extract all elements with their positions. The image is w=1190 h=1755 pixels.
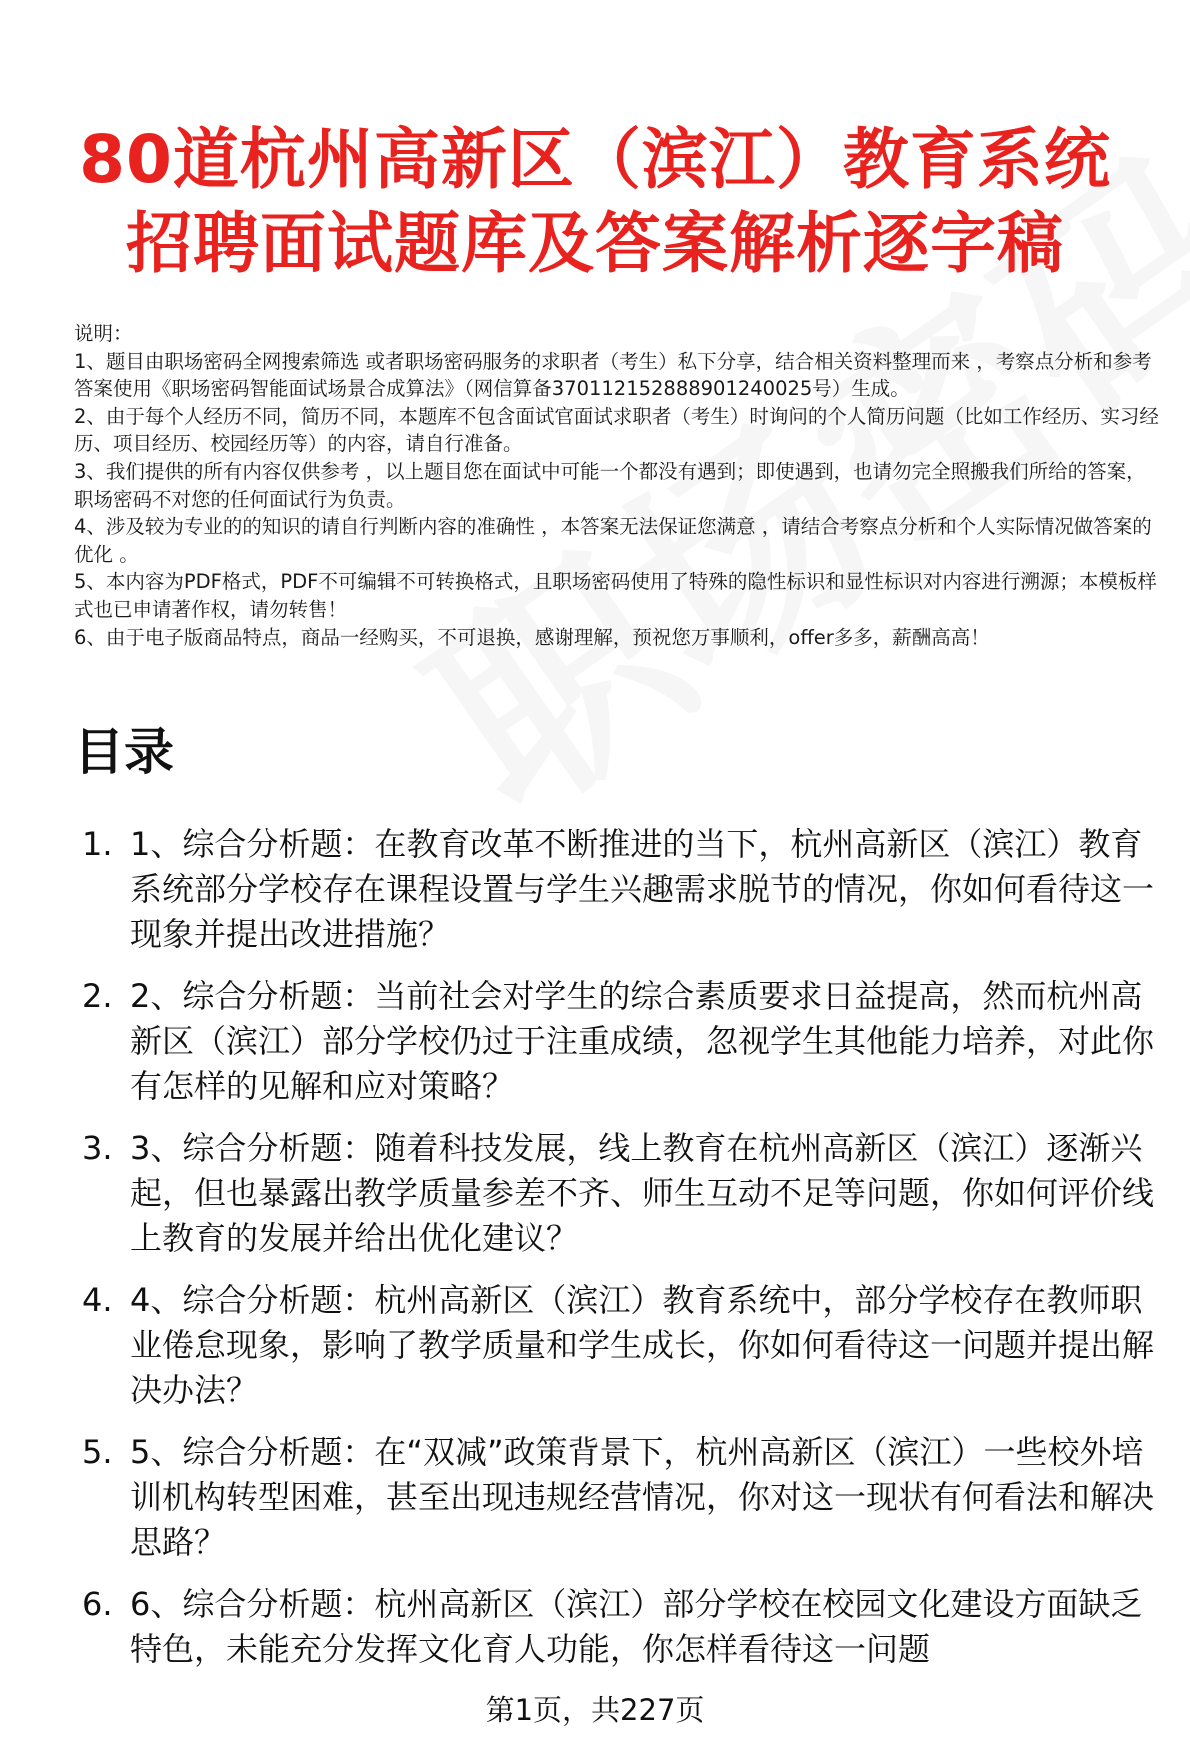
title-line-1: 80道杭州高新区（滨江）教育系统 [79,121,1111,198]
notes-section [74,320,1164,651]
toc-item-text: 6、综合分析题：杭州高新区（滨江）部分学校在校园文化建设方面缺乏特色，未能充分发挥文化育人功能，你怎样看待这一问题 [130,1585,1143,1668]
note-item-4: 4、涉及较为专业的的知识的请自行判断内容的准确性 ，本答案无法保证您满意 ，请结合考察点分析和个人实际情况做答案的优化 。 [74,515,1152,566]
toc-item-text: 2、综合分析题：当前社会对学生的综合素质要求日益提高，然而杭州高新区（滨江）部分学校仍过于注重成绩，忽视学生其他能力培养，对此你有怎样的见解和应对策略？ [130,977,1155,1105]
toc-item-text: 1、综合分析题：在教育改革不断推进的当下，杭州高新区（滨江）教育系统部分学校存在课程设置与学生兴趣需求脱节的情况，你如何看待这一现象并提出改进措施？ [130,825,1155,953]
toc-item-number: 1. [82,825,113,863]
toc-item-number: 2. [82,977,113,1015]
toc-item[interactable] [74,974,1164,1109]
toc-item-text: 3、综合分析题：随着科技发展，线上教育在杭州高新区（滨江）逐渐兴起，但也暴露出教学质量参差不齐、师生互动不足等问题，你如何评价线上教育的发展并给出优化建议？ [130,1129,1155,1257]
toc-item[interactable] [74,1582,1164,1672]
toc-item[interactable] [74,822,1164,957]
toc-item-number: 5. [82,1433,113,1471]
note-item-3: 3、我们提供的所有内容仅供参考 ，以上题目您在面试中可能一个都没有遇到；即使遇到，也请勿完全照搬我们所给的答案，职场密码不对您的任何面试行为负责。 [74,459,1146,511]
toc-item-text: 5、综合分析题：在“双减”政策背景下，杭州高新区（滨江）一些校外培训机构转型困难，甚至出现违规经营情况，你对这一现状有何看法和解决思路？ [130,1433,1155,1561]
table-of-contents [74,822,1164,1689]
notes-heading: 说明： [74,322,133,345]
toc-item-text: 4、综合分析题：杭州高新区（滨江）教育系统中，部分学校存在教师职业倦怠现象，影响了教学质量和学生成长，你如何看待这一问题并提出解决办法？ [130,1281,1155,1409]
note-item-6: 6、由于电子版商品特点，商品一经购买，不可退换，感谢理解，预祝您万事顺利，offer多多，薪酬高高！ [74,625,990,649]
note-item-5: 5、本内容为PDF格式，PDF不可编辑不可转换格式，且职场密码使用了特殊的隐性标识和显性标识对内容进行溯源；本模板样式也已申请著作权，请勿转售！ [74,570,1157,621]
toc-item-number: 3. [82,1129,113,1167]
title-line-2: 招聘面试题库及答案解析逐字稿 [126,205,1064,282]
note-item-2: 2、由于每个人经历不同，简历不同，本题库不包含面试官面试求职者（考生）时询问的个人简历问题（比如工作经历、实习经历、项目经历、校园经历等）的内容，请自行准备。 [74,404,1159,456]
toc-item-number: 6. [82,1585,113,1623]
toc-item-number: 4. [82,1281,113,1319]
toc-item[interactable] [74,1126,1164,1261]
toc-item[interactable] [74,1430,1164,1565]
toc-item[interactable] [74,1278,1164,1413]
document-title [60,118,1130,286]
toc-heading: 目录 [74,723,174,781]
note-item-1: 1、题目由职场密码全网搜索筛选 或者职场密码服务的求职者（考生）私下分享，结合相关资料整理而来 ，考察点分析和参考答案使用《职场密码智能面试场景合成算法》（网信算备370112152888901240025号）生成。 [74,349,1152,401]
page-number: 第1页，共227页 [485,1693,705,1727]
